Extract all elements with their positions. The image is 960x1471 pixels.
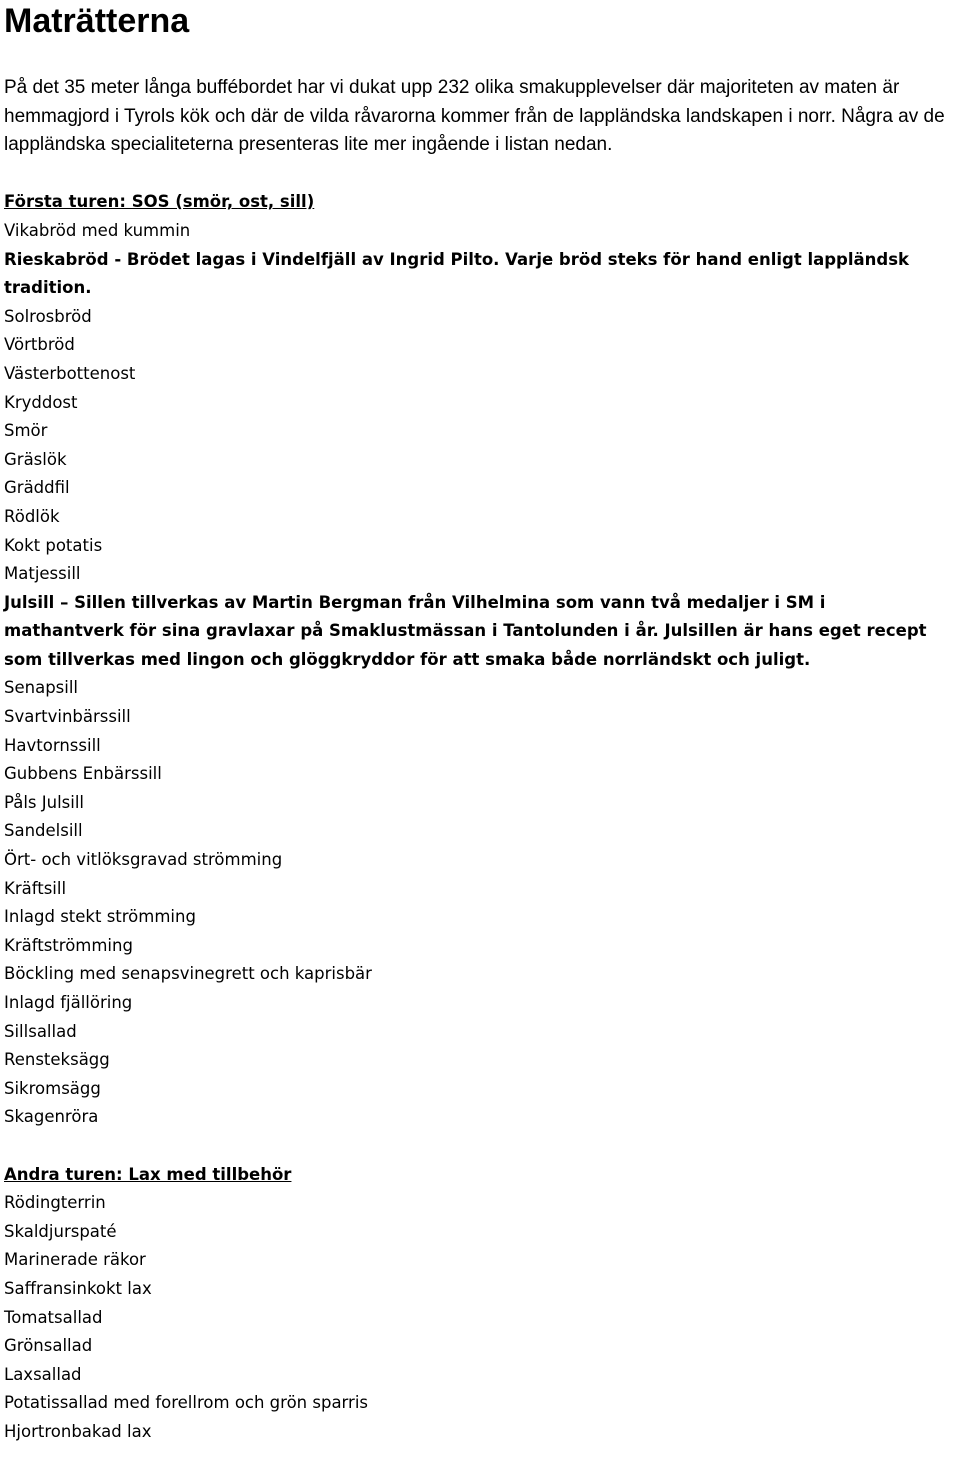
list-item: Gräslök: [4, 449, 67, 469]
spacer: [4, 1132, 956, 1161]
list-item: Ört- och vitlöksgravad strömming: [4, 850, 283, 870]
list-item: Havtornssill: [4, 735, 101, 755]
list-item: Inlagd stekt strömming: [4, 907, 196, 927]
list-item: Kokt potatis: [4, 535, 103, 555]
list-item: Böckling med senapsvinegrett och kaprisbär: [4, 964, 372, 984]
julsill-description-cont: mathantverk för sina gravlaxar på Smaklustmässan i Tantolunden i år. Julsillen är hans eget recept: [4, 621, 927, 641]
list-item: Svartvinbärssill: [4, 707, 131, 727]
list-item: Skaldjurspaté: [4, 1221, 117, 1241]
second-course-section: [4, 1132, 956, 1447]
list-item: Påls Julsill: [4, 792, 85, 812]
first-course-section: [4, 160, 956, 1132]
list-item: Grönsallad: [4, 1336, 93, 1356]
list-item: Kräftströmming: [4, 935, 133, 955]
list-item: Skagenröra: [4, 1107, 99, 1127]
list-item: Kryddost: [4, 392, 78, 412]
document-page: [4, 0, 956, 1447]
list-item: Saffransinkokt lax: [4, 1278, 152, 1298]
list-item: Laxsallad: [4, 1364, 82, 1384]
list-item: Solrosbröd: [4, 306, 92, 326]
rieskabrod-description: Rieskabröd - Brödet lagas i Vindelfjäll av Ingrid Pilto. Varje bröd steks för hand enligt lappländsk: [4, 249, 910, 269]
spacer: [4, 160, 956, 189]
list-item: Gubbens Enbärssill: [4, 764, 162, 784]
rieskabrod-description-cont: tradition.: [4, 278, 92, 298]
list-item: Sillsallad: [4, 1021, 77, 1041]
list-item: Tomatsallad: [4, 1307, 103, 1327]
list-item: Matjessill: [4, 564, 81, 584]
list-item: Hjortronbakad lax: [4, 1421, 152, 1441]
julsill-description: Julsill – Sillen tillverkas av Martin Bergman från Vilhelmina som vann två medaljer i SM i: [4, 592, 826, 612]
list-item: Kräftsill: [4, 878, 67, 898]
page-title: Maträtterna: [4, 2, 190, 40]
list-item: Sandelsill: [4, 821, 83, 841]
list-item: Vörtbröd: [4, 335, 75, 355]
list-item: Marinerade räkor: [4, 1250, 146, 1270]
list-item: Smör: [4, 421, 48, 441]
list-item: Gräddfil: [4, 478, 70, 498]
intro-paragraph: På det 35 meter långa buffébordet har vi dukat upp 232 olika smakupplevelser där majoriteten av maten är hemmagjord i Tyrols kök och där de vilda råvarorna kommer från de lappländska landskapen i norr. Några av de lappländska specialiteterna presenteras lite mer ingående i listan nedan.: [4, 77, 945, 156]
list-item: Västerbottenost: [4, 363, 136, 383]
list-item: Potatissallad med forellrom och grön sparris: [4, 1393, 369, 1413]
list-item: Inlagd fjällöring: [4, 993, 133, 1012]
list-item: Senapsill: [4, 678, 79, 698]
list-item: Rödingterrin: [4, 1193, 106, 1213]
list-item: Vikabröd med kummin: [4, 220, 191, 240]
list-item: Sikromsägg: [4, 1078, 101, 1098]
second-course-heading: Andra turen: Lax med tillbehör: [4, 1164, 292, 1184]
list-item: Rödlök: [4, 506, 60, 526]
list-item: Rensteksägg: [4, 1050, 110, 1070]
julsill-description-cont: som tillverkas med lingon och glöggkryddor för att smaka både norrländskt och juligt.: [4, 649, 811, 669]
first-course-heading: Första turen: SOS (smör, ost, sill): [4, 192, 315, 212]
